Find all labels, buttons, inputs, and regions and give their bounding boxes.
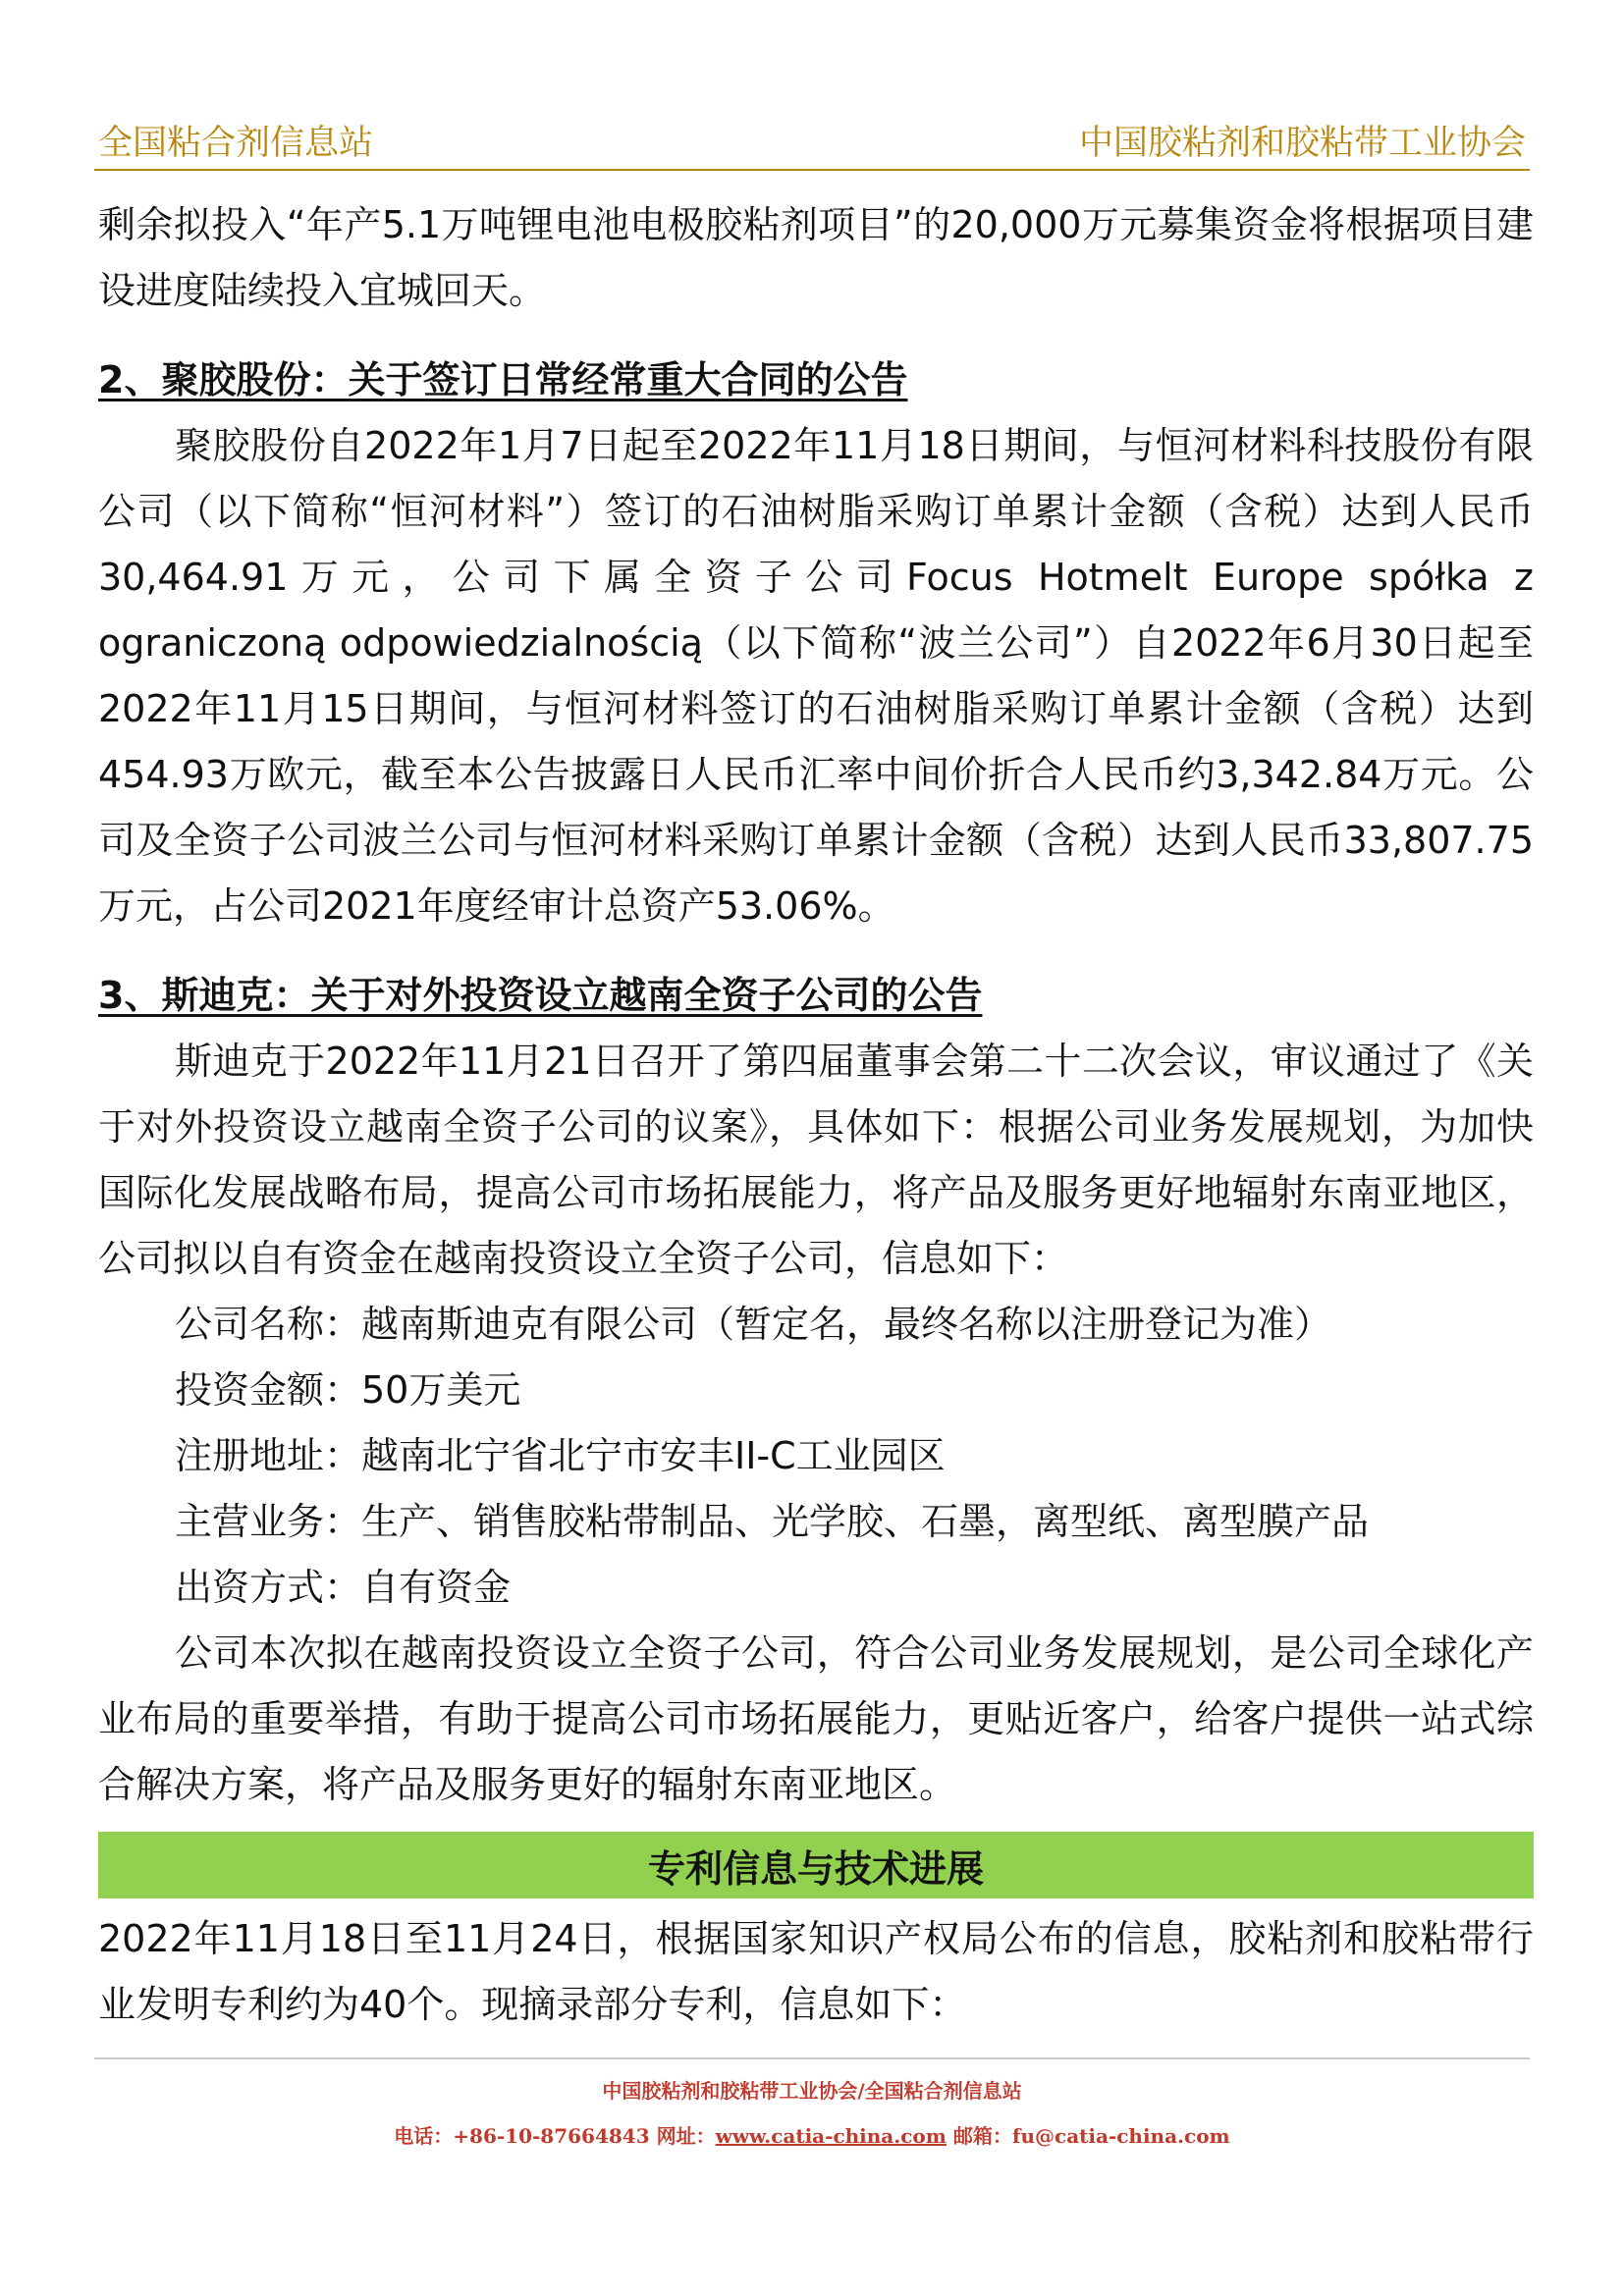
section-3-conclusion: 公司本次拟在越南投资设立全资子公司，符合公司业务发展规划，是公司全球化产业布局的重要举措，有助于提高公司市场拓展能力，更贴近客户，给客户提供一站式综合解决方案，将产品及服务更好的辐射东南亚地区。 [98, 1631, 1534, 1806]
patent-intro-paragraph: 2022年11月18日至11月24日，根据国家知识产权局公布的信息，胶粘剂和胶粘带行业发明专利约为40个。现摘录部分专利，信息如下： [98, 1917, 1534, 2026]
header-association-name: 中国胶粘剂和胶粘带工业协会 [1078, 124, 1526, 163]
company-name-item: 公司名称：越南斯迪克有限公司（暂定名，最终名称以注册登记为准） [175, 1303, 1332, 1346]
footer-organization: 中国胶粘剂和胶粘带工业协会/全国粘合剂信息站 [602, 2079, 1022, 2103]
spacer [98, 939, 1534, 963]
section-3-body: 斯迪克于2022年11月21日召开了第四届董事会第二十二次会议，审议通过了《关于对外投资设立越南全资子公司的议案》，具体如下：根据公司业务发展规划，为加快国际化发展战略布局，提高公司市场拓展能力，将产品及服务更好地辐射东南亚地区，公司拟以自有资金在越南投资设立全资子公司，信息如下： [98, 1040, 1534, 1280]
footer-divider [94, 2057, 1530, 2059]
spacer [98, 324, 1534, 347]
footer-contact [0, 2120, 1624, 2149]
funding-method-item: 出资方式：自有资金 [175, 1566, 512, 1609]
registered-address-item: 注册地址：越南北宁省北宁市安丰II-C工业园区 [175, 1434, 946, 1477]
section-banner: 专利信息与技术进展 [98, 1832, 1534, 1898]
footer-email[interactable]: 邮箱：fu@catia-china.com [946, 2124, 1230, 2148]
header-site-name: 全国粘合剂信息站 [98, 124, 374, 163]
section-3-heading: 3、斯迪克：关于对外投资设立越南全资子公司的公告 [98, 974, 983, 1017]
investment-amount-item: 投资金额：50万美元 [175, 1368, 521, 1412]
footer-phone: 电话：+86-10-87664843 网址： [394, 2124, 716, 2148]
intro-paragraph: 剩余拟投入“年产5.1万吨锂电池电极胶粘剂项目”的20,000万元募集资金将根据项目建设进度陆续投入宜城回天。 [98, 203, 1534, 312]
header-divider [94, 169, 1530, 171]
section-2-body: 聚胶股份自2022年1月7日起至2022年11月18日期间，与恒河材料科技股份有限公司（以下简称“恒河材料”）签订的石油树脂采购订单累计金额（含税）达到人民币30,464.91万元，公司下属全资子公司Focus Hotmelt Europe spółka z ograniczoną odpowiedzialnością（以下简称“波兰公司”）自2022年6月30日起至2022年11月15日期间，与恒河材料签订的石油树脂采购订单累计金额（含税）达到454.93万欧元，截至本公告披露日人民币汇率中间价折合人民币约3,342.84万元。公司及全资子公司波兰公司与恒河材料采购订单累计金额（含税）达到人民币33,807.75万元，占公司2021年度经审计总资产53.06%。 [98, 424, 1534, 928]
section-2-heading: 2、聚胶股份：关于签订日常经常重大合同的公告 [98, 358, 908, 401]
website-link[interactable]: www.catia-china.com [715, 2124, 947, 2148]
main-business-item: 主营业务：生产、销售胶粘带制品、光学胶、石墨，离型纸、离型膜产品 [175, 1500, 1370, 1543]
main-content [98, 192, 1534, 2038]
